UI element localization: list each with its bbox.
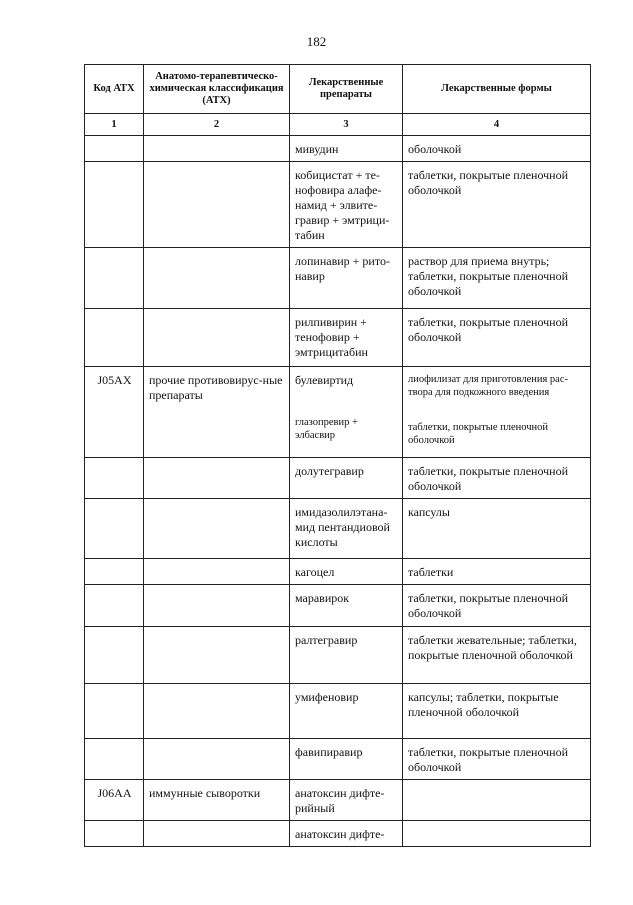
code-cell (85, 821, 144, 847)
code-cell (85, 627, 144, 684)
class-cell (144, 559, 290, 585)
column-number: 1 (85, 114, 144, 136)
header-classification: Анатомо-терапевтическо-химическая классификация (АТХ) (144, 65, 290, 114)
code-cell (85, 499, 144, 559)
drug-cell (290, 367, 403, 458)
table-row (85, 780, 591, 821)
table-row (85, 627, 591, 684)
class-cell (144, 458, 290, 499)
drug-cell: рилпивирин + тенофовир + эмтрицитабин (290, 309, 403, 367)
table-row (85, 559, 591, 585)
class-cell (144, 248, 290, 309)
header-drugs: Лекарственные препараты (290, 65, 403, 114)
drug-cell: маравирок (290, 585, 403, 627)
drug-cell: анатоксин дифте- (290, 821, 403, 847)
code-cell (85, 559, 144, 585)
class-cell (144, 585, 290, 627)
drug-cell: лопинавир + рито-навир (290, 248, 403, 309)
code-cell (85, 458, 144, 499)
code-cell (85, 739, 144, 780)
class-cell: прочие противовирус-ные препараты (144, 367, 290, 458)
form-cell (403, 780, 591, 821)
class-cell (144, 499, 290, 559)
code-cell (85, 684, 144, 739)
table-row (85, 458, 591, 499)
form-cell: капсулы; таблетки, покрытые пленочной оболочкой (403, 684, 591, 739)
table-row (85, 136, 591, 162)
header-forms: Лекарственные формы (403, 65, 591, 114)
header-code: Код АТХ (85, 65, 144, 114)
code-cell (85, 136, 144, 162)
table-row (85, 499, 591, 559)
class-cell: иммунные сыворотки (144, 780, 290, 821)
drug-cell: кобицистат + те-нофовира алафе-намид + элвите-гравир + эмтрици-табин (290, 162, 403, 248)
form-cell: таблетки (403, 559, 591, 585)
form-cell (403, 821, 591, 847)
table-header-row (85, 65, 591, 114)
table-row (85, 821, 591, 847)
form-cell (403, 367, 591, 458)
form-text: лиофилизат для приготовления рас-твора для подкожного введения (408, 374, 569, 398)
code-cell (85, 585, 144, 627)
table-row (85, 367, 591, 458)
form-cell: таблетки, покрытые пленочной оболочкой (403, 739, 591, 780)
drug-cell: фавипиравир (290, 739, 403, 780)
drug-name: глазопревир + элбасвир (295, 417, 358, 441)
column-number: 3 (290, 114, 403, 136)
form-cell: таблетки жевательные; таблетки, покрытые пленочной оболочкой (403, 627, 591, 684)
drug-cell: кагоцел (290, 559, 403, 585)
drug-cell: ралтегравир (290, 627, 403, 684)
class-cell (144, 821, 290, 847)
atx-table (84, 64, 591, 847)
form-text: таблетки, покрытые пленочной оболочкой (408, 422, 549, 446)
form-cell: раствор для приема внутрь; таблетки, покрытые пленочной оболочкой (403, 248, 591, 309)
drug-cell: долутегравир (290, 458, 403, 499)
table-row (85, 309, 591, 367)
class-cell (144, 627, 290, 684)
table-row (85, 739, 591, 780)
class-cell (144, 136, 290, 162)
form-cell: таблетки, покрытые пленочной оболочкой (403, 162, 591, 248)
drug-cell: умифеновир (290, 684, 403, 739)
code-cell (85, 162, 144, 248)
table-row (85, 248, 591, 309)
class-cell (144, 162, 290, 248)
class-cell (144, 739, 290, 780)
drug-cell: мивудин (290, 136, 403, 162)
table-row (85, 684, 591, 739)
form-cell: таблетки, покрытые пленочной оболочкой (403, 309, 591, 367)
column-number-row (85, 114, 591, 136)
form-cell: таблетки, покрытые пленочной оболочкой (403, 585, 591, 627)
code-cell: J05AX (85, 367, 144, 458)
code-cell (85, 248, 144, 309)
class-cell (144, 684, 290, 739)
page-number: 182 (306, 34, 327, 49)
form-cell: оболочкой (403, 136, 591, 162)
code-cell (85, 309, 144, 367)
form-cell: таблетки, покрытые пленочной оболочкой (403, 458, 591, 499)
drug-cell: анатоксин дифте-рийный (290, 780, 403, 821)
form-cell: капсулы (403, 499, 591, 559)
class-cell (144, 309, 290, 367)
drug-name: булевиртид (295, 373, 354, 387)
table-row (85, 162, 591, 248)
column-number: 2 (144, 114, 290, 136)
column-number: 4 (403, 114, 591, 136)
drug-cell: имидазолилэтана-мид пентандиовой кислоты (290, 499, 403, 559)
code-cell: J06AA (85, 780, 144, 821)
table-row (85, 585, 591, 627)
